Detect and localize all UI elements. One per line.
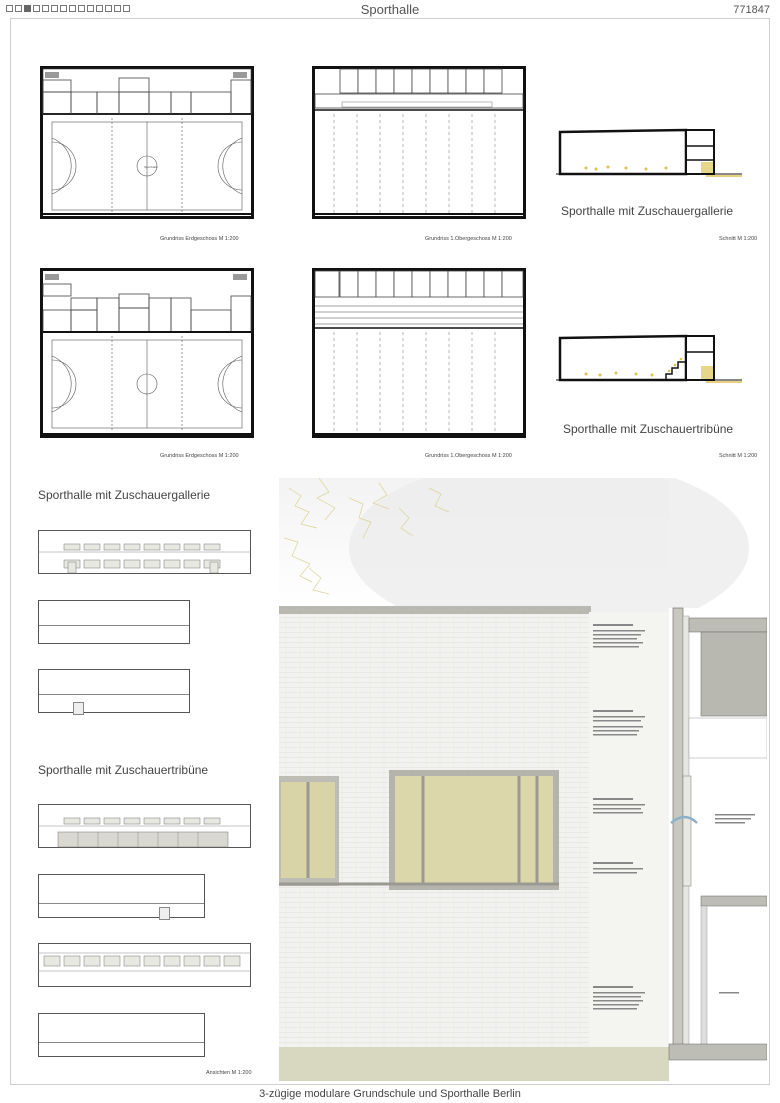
upper-floor-caption: Grundriss 1.Obergeschoss M 1:200: [425, 236, 512, 242]
elevation-gallery-side: [38, 669, 190, 713]
upper-floor-caption-2: Grundriss 1.Obergeschoss M 1:200: [425, 453, 512, 459]
ground-floor-caption-2: Grundriss Erdgeschoss M 1:200: [160, 453, 239, 459]
sheet-title: Sporthalle: [360, 2, 420, 17]
section-tribune-drawing: [556, 330, 746, 386]
top-bar: [0, 0, 780, 18]
entry-number: 771847: [733, 4, 770, 16]
elevation-tribune-long-drawing: [38, 804, 251, 848]
elevation-tribune-short: [38, 874, 205, 918]
elevation-line: [39, 1042, 204, 1043]
section-gallery-drawing: [556, 124, 746, 178]
elevation-tribune-rear: [38, 943, 251, 987]
ground-floor-caption: Grundriss Erdgeschoss M 1:200: [160, 236, 239, 242]
section-caption: Schnitt M 1:200: [719, 236, 758, 242]
ground-floor-plan-drawing: [40, 66, 254, 219]
ground-floor-plan-tribune-drawing: [40, 268, 254, 438]
section-tribune: [556, 330, 746, 386]
elevation-tribune-long: [38, 804, 251, 848]
sheet-footer: 3-zügige modulare Grundschule und Sporthalle Berlin: [259, 1088, 521, 1100]
svg-text:Sporthalle: Sporthalle: [144, 165, 158, 169]
elevation-line: [39, 903, 204, 904]
elevation-gallery-short: [38, 600, 190, 644]
elevation-line: [39, 694, 189, 695]
facade-detail-drawing: [279, 478, 767, 1081]
upper-floor-plan-drawing: [312, 66, 526, 219]
elevations-caption: Ansichten M 1:200: [206, 1070, 252, 1076]
upper-floor-plan-gallery: [312, 66, 526, 219]
elevation-door: [73, 702, 84, 715]
ground-floor-plan-tribune: [40, 268, 254, 438]
facade-detail-rendering: [279, 478, 767, 1081]
section-title-gallery: Sporthalle mit Zuschauergallerie: [561, 204, 734, 218]
elevations-title-gallery: Sporthalle mit Zuschauergallerie: [38, 488, 211, 502]
ground-floor-plan-gallery: [40, 66, 254, 219]
section-gallery: [556, 124, 746, 178]
upper-floor-plan-tribune: [312, 268, 526, 438]
upper-floor-plan-tribune-drawing: [312, 268, 526, 438]
elevation-door: [159, 907, 170, 920]
elevations-title-tribune: Sporthalle mit Zuschauertribüne: [38, 763, 209, 777]
elevation-tribune-side: [38, 1013, 205, 1057]
section-title-tribune: Sporthalle mit Zuschauertribüne: [563, 422, 734, 436]
elevation-line: [39, 625, 189, 626]
section-caption-2: Schnitt M 1:200: [719, 453, 758, 459]
elevation-gallery-long-drawing: [38, 530, 251, 574]
elevation-tribune-rear-drawing: [38, 943, 251, 987]
elevation-gallery-long: [38, 530, 251, 574]
